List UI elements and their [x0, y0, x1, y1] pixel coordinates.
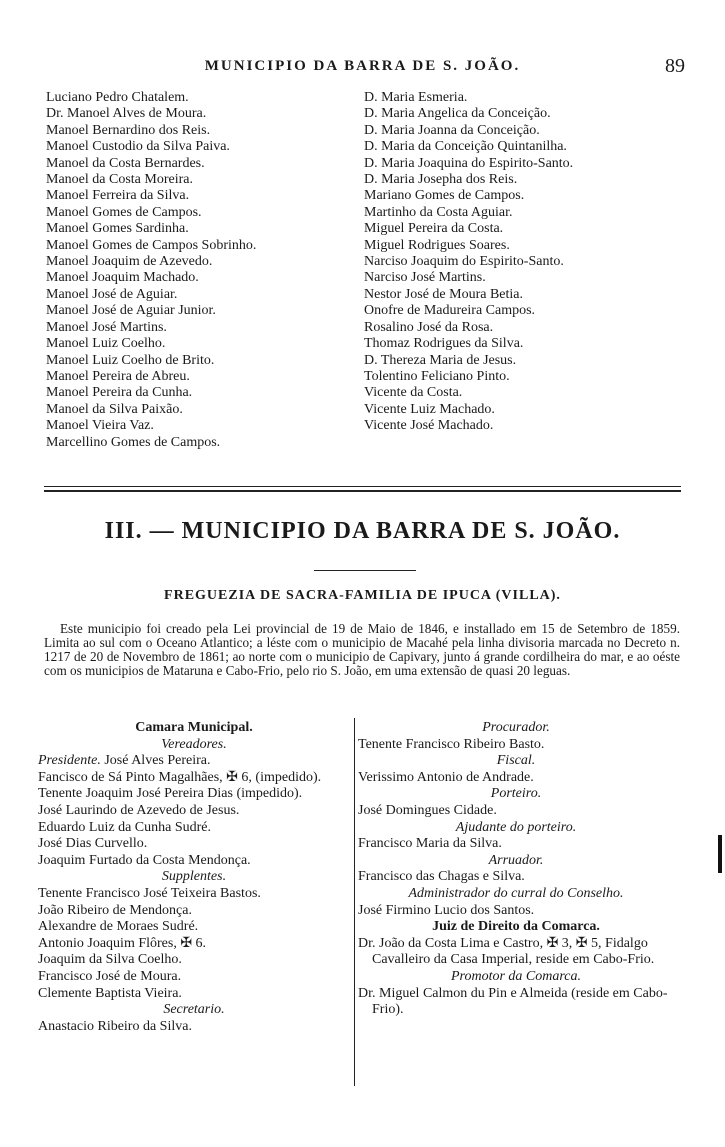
section-subtitle: FREGUEZIA DE SACRA-FAMILIA DE IPUCA (VILLA). — [164, 588, 561, 603]
list-item: Manoel Luiz Coelho. — [46, 336, 166, 352]
running-header: MUNICIPIO DA BARRA DE S. JOÃO. — [204, 58, 521, 74]
list-item: D. Maria Joaquina do Espirito-Santo. — [364, 155, 574, 171]
list-item: José Dias Curvello. — [38, 836, 148, 852]
list-item: Mariano Gomes de Campos. — [364, 188, 525, 204]
secretario-name: Anastacio Ribeiro da Silva. — [38, 1018, 192, 1034]
list-item: Joaquim Furtado da Costa Mendonça. — [38, 852, 251, 868]
list-item: D. Maria Joanna da Conceição. — [364, 122, 540, 138]
camara-heading: Camara Municipal. — [135, 720, 253, 735]
list-item: Miguel Rodrigues Soares. — [364, 237, 510, 253]
vereadores-label: Vereadores. — [161, 736, 227, 752]
ajudante-label: Ajudante do porteiro. — [455, 819, 577, 835]
section-divider-bottom — [44, 490, 681, 492]
list-item: Manoel Joaquim de Azevedo. — [46, 254, 213, 270]
procurador-label: Procurador. — [482, 720, 550, 735]
list-item: D. Maria Angelica da Conceição. — [364, 106, 551, 122]
list-item: Manoel Gomes de Campos Sobrinho. — [46, 237, 257, 253]
list-item: Manoel Ferreira da Silva. — [46, 188, 190, 204]
names-column-left — [46, 90, 256, 451]
list-item: Tenente Francisco José Teixeira Bastos. — [38, 885, 261, 901]
administrador-name: José Firmino Lucio dos Santos. — [358, 902, 535, 918]
list-item: Manoel Pereira da Cunha. — [46, 385, 193, 401]
list-item: João Ribeiro de Mendonça. — [38, 902, 192, 918]
list-item: Dr. Manoel Alves de Moura. — [46, 106, 207, 122]
camara-column — [38, 720, 350, 1035]
list-item: Narciso Joaquim do Espirito-Santo. — [364, 254, 564, 270]
promotor-name: Dr. Miguel Calmon du Pin e Almeida (reside em Cabo-Frio). — [358, 985, 668, 1018]
juiz-heading: Juiz de Direito da Comarca. — [432, 919, 600, 935]
presidente-name: José Alves Pereira. — [104, 753, 211, 769]
list-item: Manoel Luiz Coelho de Brito. — [46, 352, 215, 368]
ajudante-name: Francisco Maria da Silva. — [358, 836, 502, 852]
officials-column — [358, 720, 674, 1019]
list-item: Manoel Custodio da Silva Paiva. — [46, 139, 230, 155]
list-item: Onofre de Madureira Campos. — [364, 303, 536, 319]
section-divider-top — [44, 486, 681, 487]
secretario-label: Secretario. — [163, 1002, 225, 1018]
title-underline — [314, 570, 416, 571]
list-item: D. Maria da Conceição Quintanilha. — [364, 139, 567, 155]
presidente-label: Presidente. — [38, 753, 101, 769]
list-item: Eduardo Luiz da Cunha Sudré. — [38, 819, 212, 835]
presidente-line — [38, 753, 350, 770]
margin-mark — [718, 835, 722, 873]
list-item: Martinho da Costa Aguiar. — [364, 204, 513, 220]
list-item: Tenente Joaquim José Pereira Dias (impedido). — [38, 786, 303, 802]
column-divider — [354, 718, 355, 1086]
promotor-label: Promotor da Comarca. — [450, 968, 582, 984]
list-item: Antonio Joaquim Flôres, ✠ 6. — [38, 935, 207, 951]
list-item: Manoel José Martins. — [46, 319, 167, 335]
list-item: Alexandre de Moraes Sudré. — [38, 919, 199, 935]
list-item: Manoel Pereira de Abreu. — [46, 368, 190, 384]
section-title: III. — MUNICIPIO DA BARRA DE S. JOÃO. — [104, 518, 621, 544]
list-item: Manoel José de Aguiar. — [46, 286, 178, 302]
list-item: Tolentino Feliciano Pinto. — [364, 368, 510, 384]
arruador-name: Francisco das Chagas e Silva. — [358, 869, 525, 885]
list-item: Luciano Pedro Chatalem. — [46, 90, 189, 105]
list-item: Thomaz Rodrigues da Silva. — [364, 336, 524, 352]
fiscal-label: Fiscal. — [496, 753, 536, 769]
list-item: Manoel Gomes Sardinha. — [46, 221, 189, 237]
administrador-label: Administrador do curral do Conselho. — [408, 885, 624, 901]
fiscal-name: Verissimo Antonio de Andrade. — [358, 769, 534, 785]
list-item: Rosalino José da Rosa. — [364, 319, 494, 335]
list-item: D. Maria Josepha dos Reis. — [364, 172, 518, 188]
list-item: Manoel da Costa Bernardes. — [46, 155, 205, 171]
list-item: Manoel Joaquim Machado. — [46, 270, 199, 286]
list-item: Manoel Bernardino dos Reis. — [46, 122, 211, 138]
juiz-name: Dr. João da Costa Lima e Castro, ✠ 3, ✠ 5, Fidalgo Cavalleiro da Casa Imperial, reside em Cabo-Frio. — [358, 935, 655, 968]
procurador-name: Tenente Francisco Ribeiro Basto. — [358, 736, 545, 752]
list-item: José Laurindo de Azevedo de Jesus. — [38, 802, 240, 818]
list-item: Manoel da Silva Paixão. — [46, 401, 183, 417]
list-item: Manoel da Costa Moreira. — [46, 172, 193, 188]
porteiro-name: José Domingues Cidade. — [358, 802, 497, 818]
list-item: Vicente Luiz Machado. — [364, 401, 495, 417]
list-item: Joaquim da Silva Coelho. — [38, 952, 182, 968]
supplentes-label: Supplentes. — [161, 869, 227, 885]
list-item: D. Thereza Maria de Jesus. — [364, 352, 517, 368]
list-item: Vicente da Costa. — [364, 385, 463, 401]
list-item: Fancisco de Sá Pinto Magalhães, ✠ 6, (impedido). — [38, 769, 322, 785]
list-item: Manoel Gomes de Campos. — [46, 204, 202, 220]
list-item: Marcellino Gomes de Campos. — [46, 434, 221, 450]
arruador-label: Arruador. — [488, 852, 544, 868]
list-item: Vicente José Machado. — [364, 418, 494, 434]
list-item: D. Maria Esmeria. — [364, 90, 468, 105]
list-item: Clemente Baptista Vieira. — [38, 985, 182, 1001]
list-item: Nestor José de Moura Betia. — [364, 286, 524, 302]
list-item: Manoel José de Aguiar Junior. — [46, 303, 216, 319]
list-item: Miguel Pereira da Costa. — [364, 221, 504, 237]
list-item: Manoel Vieira Vaz. — [46, 418, 154, 434]
intro-paragraph — [44, 622, 680, 678]
list-item: Narciso José Martins. — [364, 270, 486, 286]
list-item: Francisco José de Moura. — [38, 968, 182, 984]
page-number: 89 — [665, 55, 685, 77]
porteiro-label: Porteiro. — [490, 786, 542, 802]
intro-text: Este municipio foi creado pela Lei provincial de 19 de Maio de 1846, e installado em 15 de Setembro de 1859. Limita ao sul com o Oceano Atlantico; a léste com o municipio de Macahé pela linha divisoria marcada no Decreto n. 1217 de 20 de Novembro de 1861; ao norte com o municipio de Capivary, junto á grande cordilheira do mar, e ao oéste com os municipios de Mataruna e Cabo-Frio, pelo rio S. João, em uma extensão de quasi 20 leguas. — [44, 621, 680, 678]
names-column-right — [364, 90, 573, 435]
